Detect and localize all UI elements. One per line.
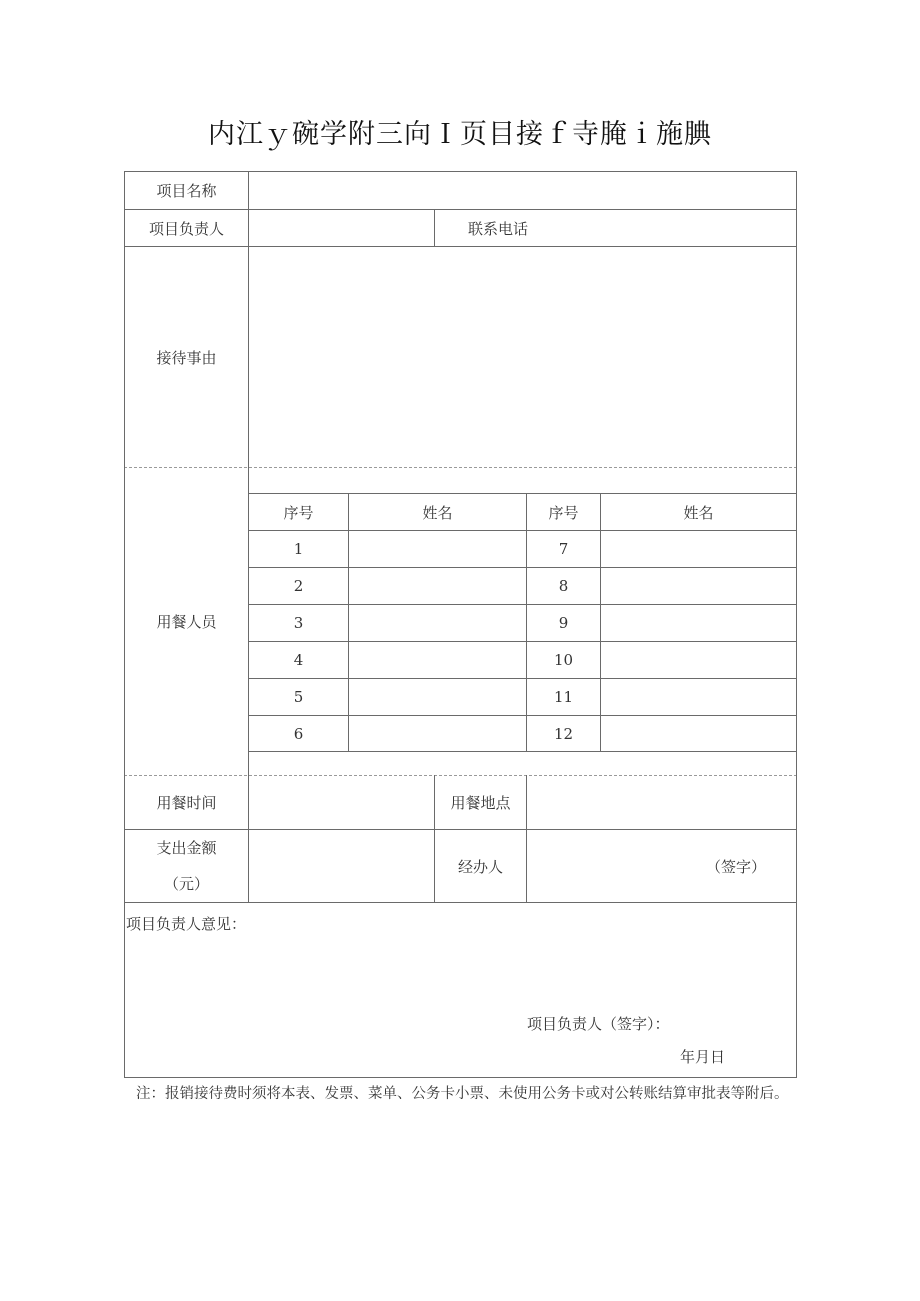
diner-seq-right: 8	[558, 577, 569, 595]
diner-name-field[interactable]	[349, 605, 526, 641]
expense-amount-label-line2: （元）	[163, 875, 209, 893]
meal-time-label: 用餐时间	[156, 794, 217, 812]
table-border-right	[796, 171, 797, 1078]
leader-sign-line: 项目负责人（签字）：	[527, 1014, 670, 1033]
diner-seq-left: 6	[293, 724, 304, 743]
diner-name-field[interactable]	[349, 568, 526, 604]
row-divider	[249, 751, 797, 752]
leader-opinion-label: 项目负责人意见：	[126, 914, 247, 933]
diner-seq-right: 9	[558, 614, 569, 632]
diner-name-field[interactable]	[349, 679, 526, 715]
diner-seq-left: 4	[293, 651, 304, 669]
diner-name-field[interactable]	[601, 531, 796, 567]
diner-name-field[interactable]	[601, 679, 796, 715]
leader-opinion-field[interactable]	[125, 936, 796, 1006]
handler-label: 经办人	[457, 857, 503, 876]
date-line: 年月日	[680, 1047, 726, 1066]
diner-seq-left: 1	[293, 540, 304, 558]
diner-seq-right: 10	[553, 651, 574, 669]
reception-reason-field[interactable]	[249, 247, 796, 467]
diner-header-seq-right: 序号	[548, 503, 579, 522]
diner-name-field[interactable]	[349, 642, 526, 678]
form-title: 内江ｙ碗学附三向Ｉ页目接ｆ寺腌ｉ施腆	[208, 119, 712, 150]
diner-name-field[interactable]	[601, 568, 796, 604]
project-name-label: 项目名称	[156, 182, 217, 200]
footnote: 注：报销接待费时须将本表、发票、菜单、公务卡小票、未使用公务卡或对公转账结算审批表等附后。	[136, 1086, 789, 1102]
diner-seq-left: 3	[293, 614, 304, 632]
meal-time-field[interactable]	[249, 776, 434, 829]
handler-sign-field[interactable]	[527, 830, 796, 902]
project-leader-field[interactable]	[249, 210, 434, 246]
expense-amount-field[interactable]	[249, 830, 434, 902]
diner-header-seq-left: 序号	[283, 503, 314, 522]
contact-phone-label: 联系电话	[467, 219, 528, 238]
project-name-field[interactable]	[249, 172, 796, 209]
contact-phone-field[interactable]	[561, 210, 796, 246]
meal-place-field[interactable]	[527, 776, 796, 829]
diner-header-name-left: 姓名	[422, 503, 453, 522]
diner-seq-left: 2	[293, 577, 304, 595]
sign-hint: （签字）	[705, 857, 766, 876]
reception-reason-label: 接待事由	[156, 348, 217, 367]
diner-name-field[interactable]	[349, 531, 526, 567]
row-divider	[124, 902, 797, 903]
project-leader-label: 项目负责人	[148, 219, 224, 238]
table-border-bottom	[124, 1077, 797, 1078]
meal-place-label: 用餐地点	[450, 794, 511, 812]
expense-amount-label-line1: 支出金额	[156, 839, 217, 857]
diner-seq-right: 12	[553, 724, 574, 743]
diner-header-name-right: 姓名	[683, 503, 714, 522]
diner-name-field[interactable]	[601, 642, 796, 678]
diner-seq-right: 7	[558, 540, 569, 558]
diners-label: 用餐人员	[156, 613, 217, 631]
diner-seq-right: 11	[553, 688, 574, 706]
diner-name-field[interactable]	[601, 605, 796, 641]
diner-seq-left: 5	[293, 688, 304, 706]
expense-amount-label	[125, 830, 248, 902]
diner-name-field[interactable]	[601, 716, 796, 751]
diner-name-field[interactable]	[349, 716, 526, 751]
